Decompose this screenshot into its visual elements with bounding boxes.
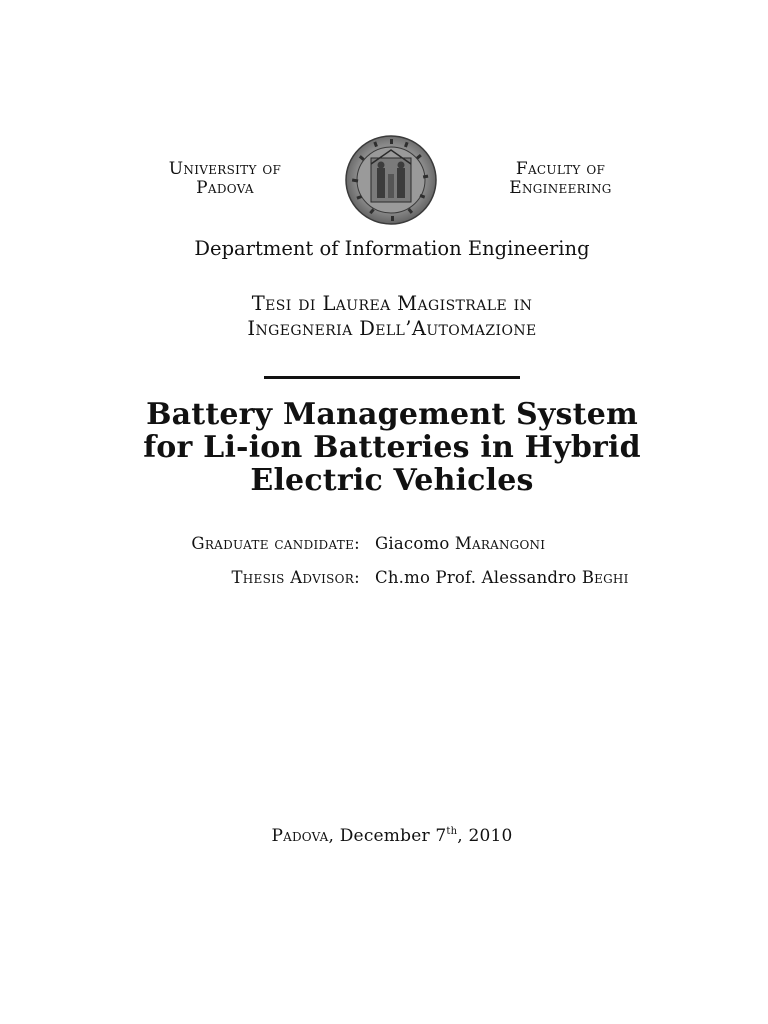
- faculty-line-1: Faculty of: [515, 159, 606, 179]
- university-line-2: Padova: [196, 178, 254, 198]
- university-line-1: University of: [168, 159, 282, 179]
- year: , 2010: [457, 826, 513, 846]
- advisor-label: Thesis Advisor:: [231, 568, 360, 587]
- candidate-name: [375, 534, 545, 553]
- thesis-title: [0, 398, 768, 497]
- date-prefix: , December 7: [328, 826, 447, 846]
- degree-title: [0, 291, 768, 341]
- candidate-label: Graduate candidate:: [191, 534, 360, 553]
- degree-line-2: Ingegneria Dell’Automazione: [247, 317, 537, 340]
- thesis-title-line-2: for Li-ion Batteries in Hybrid: [143, 430, 641, 465]
- advisor-prefix: Ch.mo Prof. Alessandro: [375, 568, 577, 587]
- thesis-title-line-3: Electric Vehicles: [250, 463, 534, 498]
- faculty-name: [483, 160, 638, 198]
- faculty-line-2: Engineering: [509, 178, 612, 198]
- advisor-name: [375, 568, 629, 587]
- place: Padova: [271, 826, 329, 846]
- title-divider: [264, 376, 520, 379]
- candidate-last-name: Marangoni: [454, 534, 546, 553]
- university-name: [150, 160, 300, 198]
- thesis-title-line-1: Battery Management System: [146, 397, 638, 432]
- place-and-date: [0, 826, 768, 846]
- university-seal-icon: [344, 134, 438, 226]
- degree-line-1: Tesi di Laurea Magistrale in: [251, 292, 533, 315]
- department-name: Department of Information Engineering: [194, 237, 590, 260]
- advisor-last-name: Beghi: [581, 568, 629, 587]
- date-ordinal-suffix: th: [446, 826, 458, 837]
- candidate-first-name: Giacomo: [375, 534, 450, 553]
